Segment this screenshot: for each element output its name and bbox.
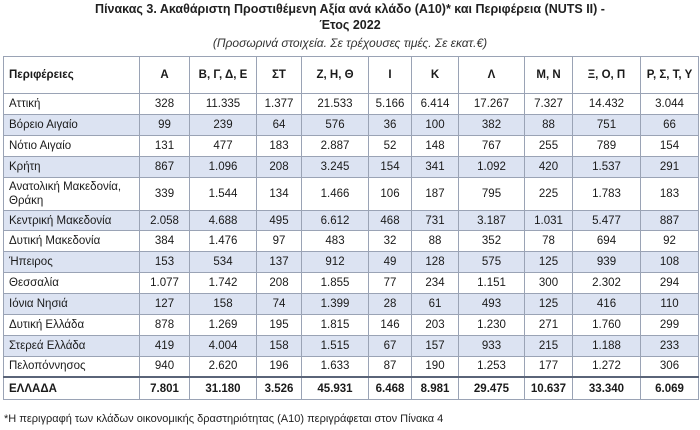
value-cell: 306	[641, 356, 699, 377]
value-cell: 493	[459, 294, 525, 315]
region-name-cell: Κεντρική Μακεδονία	[4, 210, 140, 231]
value-cell: 1.544	[190, 177, 257, 210]
value-cell: 239	[190, 114, 257, 135]
value-cell: 352	[459, 231, 525, 252]
value-cell: 1.537	[573, 156, 641, 177]
column-header: B, Γ, Δ, Ε	[190, 57, 257, 94]
value-cell: 32	[369, 231, 412, 252]
value-cell: 203	[412, 315, 459, 336]
value-cell: 87	[369, 356, 412, 377]
value-cell: 1.096	[190, 156, 257, 177]
value-cell: 1.399	[302, 294, 369, 315]
value-cell: 17.267	[459, 94, 525, 115]
value-cell: 416	[573, 294, 641, 315]
table-row	[4, 294, 699, 315]
value-cell: 106	[369, 177, 412, 210]
value-cell: 36	[369, 114, 412, 135]
table-title-line2: Έτος 2022	[319, 18, 381, 32]
value-cell: 1.760	[573, 315, 641, 336]
value-cell: 1.377	[257, 94, 302, 115]
value-cell: 148	[412, 135, 459, 156]
value-cell: 1.188	[573, 335, 641, 356]
value-cell: 767	[459, 135, 525, 156]
value-cell: 153	[140, 252, 190, 273]
total-cell: 8.981	[412, 377, 459, 400]
value-cell: 468	[369, 210, 412, 231]
total-cell: 29.475	[459, 377, 525, 400]
value-cell: 575	[459, 252, 525, 273]
value-cell: 1.815	[302, 315, 369, 336]
value-cell: 234	[412, 273, 459, 294]
value-cell: 1.031	[525, 210, 573, 231]
table-row	[4, 210, 699, 231]
value-cell: 341	[412, 156, 459, 177]
value-cell: 419	[140, 335, 190, 356]
value-cell: 1.151	[459, 273, 525, 294]
total-cell: 3.526	[257, 377, 302, 400]
value-cell: 99	[140, 114, 190, 135]
value-cell: 939	[573, 252, 641, 273]
value-cell: 77	[369, 273, 412, 294]
total-cell: 45.931	[302, 377, 369, 400]
value-cell: 208	[257, 156, 302, 177]
region-name-cell: Αττική	[4, 94, 140, 115]
value-cell: 299	[641, 315, 699, 336]
value-cell: 1.783	[573, 177, 641, 210]
value-cell: 2.887	[302, 135, 369, 156]
table-row	[4, 177, 699, 210]
value-cell: 137	[257, 252, 302, 273]
value-cell: 3.245	[302, 156, 369, 177]
value-cell: 154	[641, 135, 699, 156]
value-cell: 495	[257, 210, 302, 231]
value-cell: 3.187	[459, 210, 525, 231]
value-cell: 1.230	[459, 315, 525, 336]
value-cell: 7.327	[525, 94, 573, 115]
value-cell: 127	[140, 294, 190, 315]
value-cell: 92	[641, 231, 699, 252]
value-cell: 382	[459, 114, 525, 135]
value-cell: 940	[140, 356, 190, 377]
value-cell: 887	[641, 210, 699, 231]
table-row	[4, 252, 699, 273]
column-header: Λ	[459, 57, 525, 94]
value-cell: 88	[412, 231, 459, 252]
value-cell: 74	[257, 294, 302, 315]
region-name-cell: Πελοπόννησος	[4, 356, 140, 377]
column-header: ΣΤ	[257, 57, 302, 94]
value-cell: 78	[525, 231, 573, 252]
value-cell: 131	[140, 135, 190, 156]
value-cell: 1.092	[459, 156, 525, 177]
column-header: Ι	[369, 57, 412, 94]
total-cell: 6.069	[641, 377, 699, 400]
value-cell: 97	[257, 231, 302, 252]
table-row	[4, 335, 699, 356]
value-cell: 5.166	[369, 94, 412, 115]
table-row	[4, 94, 699, 115]
value-cell: 100	[412, 114, 459, 135]
table-row	[4, 315, 699, 336]
data-table	[3, 56, 699, 400]
value-cell: 225	[525, 177, 573, 210]
value-cell: 6.414	[412, 94, 459, 115]
value-cell: 294	[641, 273, 699, 294]
value-cell: 177	[525, 356, 573, 377]
value-cell: 1.855	[302, 273, 369, 294]
value-cell: 215	[525, 335, 573, 356]
value-cell: 49	[369, 252, 412, 273]
value-cell: 208	[257, 273, 302, 294]
table-row	[4, 135, 699, 156]
value-cell: 11.335	[190, 94, 257, 115]
value-cell: 1.253	[459, 356, 525, 377]
value-cell: 2.620	[190, 356, 257, 377]
value-cell: 300	[525, 273, 573, 294]
total-cell: 10.637	[525, 377, 573, 400]
region-name-cell: Κρήτη	[4, 156, 140, 177]
region-name-cell: Ιόνια Νησιά	[4, 294, 140, 315]
value-cell: 291	[641, 156, 699, 177]
value-cell: 534	[190, 252, 257, 273]
value-cell: 4.688	[190, 210, 257, 231]
column-header: Ξ, Ο, Π	[573, 57, 641, 94]
value-cell: 912	[302, 252, 369, 273]
value-cell: 1.476	[190, 231, 257, 252]
value-cell: 187	[412, 177, 459, 210]
value-cell: 483	[302, 231, 369, 252]
region-name-cell: Νότιο Αιγαίο	[4, 135, 140, 156]
value-cell: 271	[525, 315, 573, 336]
value-cell: 384	[140, 231, 190, 252]
total-row	[4, 377, 699, 400]
column-header: Περιφέρειες	[4, 57, 140, 94]
value-cell: 1.466	[302, 177, 369, 210]
value-cell: 789	[573, 135, 641, 156]
region-name-cell: Θεσσαλία	[4, 273, 140, 294]
value-cell: 255	[525, 135, 573, 156]
value-cell: 66	[641, 114, 699, 135]
value-cell: 933	[459, 335, 525, 356]
value-cell: 108	[641, 252, 699, 273]
value-cell: 233	[641, 335, 699, 356]
value-cell: 1.077	[140, 273, 190, 294]
value-cell: 477	[190, 135, 257, 156]
column-header: Μ, Ν	[525, 57, 573, 94]
value-cell: 21.533	[302, 94, 369, 115]
footnote: *Η περιγραφή των κλάδων οικονομικής δραστηριότητας (A10) περιγράφεται στον Πίνακα 4	[4, 413, 444, 425]
value-cell: 751	[573, 114, 641, 135]
value-cell: 867	[140, 156, 190, 177]
value-cell: 420	[525, 156, 573, 177]
value-cell: 157	[412, 335, 459, 356]
value-cell: 158	[190, 294, 257, 315]
table-title-line1: Πίνακας 3. Ακαθάριστη Προστιθέμενη Αξία ανά κλάδο (A10)* και Περιφέρεια (NUTS II) -	[95, 2, 605, 16]
value-cell: 28	[369, 294, 412, 315]
value-cell: 795	[459, 177, 525, 210]
value-cell: 328	[140, 94, 190, 115]
value-cell: 731	[412, 210, 459, 231]
value-cell: 195	[257, 315, 302, 336]
value-cell: 5.477	[573, 210, 641, 231]
value-cell: 1.269	[190, 315, 257, 336]
total-cell: 6.468	[369, 377, 412, 400]
header-row	[4, 57, 699, 94]
total-cell: ΕΛΛΑΔΑ	[4, 377, 140, 400]
value-cell: 125	[525, 294, 573, 315]
value-cell: 1.272	[573, 356, 641, 377]
value-cell: 158	[257, 335, 302, 356]
value-cell: 6.612	[302, 210, 369, 231]
column-header: Κ	[412, 57, 459, 94]
region-name-cell: Ανατολική Μακεδονία, Θράκη	[4, 177, 140, 210]
value-cell: 196	[257, 356, 302, 377]
value-cell: 878	[140, 315, 190, 336]
value-cell: 4.004	[190, 335, 257, 356]
value-cell: 64	[257, 114, 302, 135]
region-name-cell: Βόρειο Αιγαίο	[4, 114, 140, 135]
table-row	[4, 356, 699, 377]
value-cell: 2.302	[573, 273, 641, 294]
value-cell: 52	[369, 135, 412, 156]
value-cell: 3.044	[641, 94, 699, 115]
value-cell: 1.742	[190, 273, 257, 294]
total-cell: 31.180	[190, 377, 257, 400]
value-cell: 1.633	[302, 356, 369, 377]
value-cell: 183	[641, 177, 699, 210]
value-cell: 128	[412, 252, 459, 273]
column-header: Ρ, Σ, Τ, Υ	[641, 57, 699, 94]
value-cell: 110	[641, 294, 699, 315]
table-subtitle: (Προσωρινά στοιχεία. Σε τρέχουσες τιμές. Σε εκατ.€)	[212, 36, 488, 50]
table-title	[0, 1, 700, 33]
value-cell: 2.058	[140, 210, 190, 231]
column-header: A	[140, 57, 190, 94]
table-row	[4, 156, 699, 177]
region-name-cell: Ήπειρος	[4, 252, 140, 273]
value-cell: 88	[525, 114, 573, 135]
value-cell: 14.432	[573, 94, 641, 115]
value-cell: 183	[257, 135, 302, 156]
value-cell: 694	[573, 231, 641, 252]
value-cell: 576	[302, 114, 369, 135]
region-name-cell: Δυτική Ελλάδα	[4, 315, 140, 336]
value-cell: 134	[257, 177, 302, 210]
region-name-cell: Στερεά Ελλάδα	[4, 335, 140, 356]
total-cell: 33.340	[573, 377, 641, 400]
value-cell: 125	[525, 252, 573, 273]
total-cell: 7.801	[140, 377, 190, 400]
value-cell: 61	[412, 294, 459, 315]
table-row	[4, 114, 699, 135]
column-header: Ζ, Η, Θ	[302, 57, 369, 94]
table-row	[4, 231, 699, 252]
value-cell: 1.515	[302, 335, 369, 356]
table-row	[4, 273, 699, 294]
region-name-cell: Δυτική Μακεδονία	[4, 231, 140, 252]
value-cell: 190	[412, 356, 459, 377]
value-cell: 67	[369, 335, 412, 356]
value-cell: 146	[369, 315, 412, 336]
value-cell: 154	[369, 156, 412, 177]
value-cell: 339	[140, 177, 190, 210]
